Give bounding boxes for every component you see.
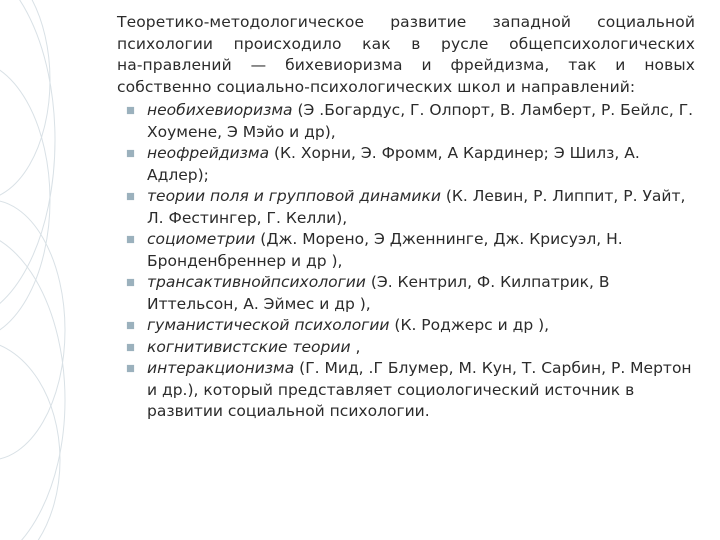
intro-paragraph	[117, 12, 695, 98]
square-bullet-icon	[126, 192, 135, 201]
square-bullet-icon	[126, 278, 135, 287]
school-term: необихевиоризма	[147, 101, 293, 119]
square-bullet-icon	[126, 364, 135, 373]
school-term: гуманистической психологии	[147, 316, 390, 334]
school-authors: (К. Роджерс и др ),	[389, 316, 550, 334]
list-item	[117, 186, 695, 229]
square-bullet-icon	[126, 235, 135, 244]
intro-line: Теоретико-методологическое развитие западной социальной	[117, 13, 695, 31]
school-authors: (Э .Богардус, Г. Олпорт, В. Ламберт, Р. Бейлс, Г. Хоумене, Э Мэйо и др),	[147, 101, 694, 141]
school-authors: ,	[350, 337, 361, 356]
list-item	[117, 358, 695, 423]
list-item	[117, 143, 695, 186]
schools-list	[117, 100, 695, 423]
school-term: когнитивистские теории	[147, 337, 351, 356]
left-decoration	[0, 0, 92, 540]
school-term: социометрии	[147, 230, 256, 248]
slide-content	[117, 12, 695, 423]
school-term: теории поля и групповой динамики	[147, 187, 441, 205]
decorative-rings	[0, 0, 100, 540]
intro-line: психологии происходило как в русле общепсихологических	[117, 34, 695, 53]
school-authors: (Э. Кентрил, Ф. Килпатрик, В Иттельсон, А. Эймес и др ),	[147, 273, 610, 313]
intro-line: на-правлений — бихевиоризма и фрейдизма, так и новых	[117, 56, 695, 74]
school-term: неофрейдизма	[147, 144, 270, 162]
square-bullet-icon	[126, 321, 135, 330]
school-authors: (Г. Мид, .Г Блумер, М. Кун, Т. Сарбин, Р. Мертон и др.), который представляет социологический источник в развитии социальной психологии.	[147, 359, 692, 420]
square-bullet-icon	[126, 343, 135, 352]
list-item	[117, 272, 695, 315]
square-bullet-icon	[126, 149, 135, 158]
school-authors: (Дж. Морено, Э Дженнинге, Дж. Крисуэл, Н. Бронденбреннер и др ),	[147, 230, 623, 270]
school-term: интеракционизма	[147, 359, 295, 377]
school-term: трансактивнойпсихологии	[147, 273, 366, 291]
list-item	[117, 337, 695, 359]
list-item	[117, 315, 695, 337]
school-authors: (К. Хорни, Э. Фромм, А Кардинер; Э Шилз, А. Адлер);	[147, 144, 640, 184]
school-authors: (К. Левин, Р. Липпит, Р. Уайт, Л. Фестингер, Г. Келли),	[147, 187, 686, 227]
list-item	[117, 229, 695, 272]
list-item	[117, 100, 695, 143]
square-bullet-icon	[126, 106, 135, 115]
intro-line: собственно социально-психологических школ и направлений:	[117, 77, 636, 96]
